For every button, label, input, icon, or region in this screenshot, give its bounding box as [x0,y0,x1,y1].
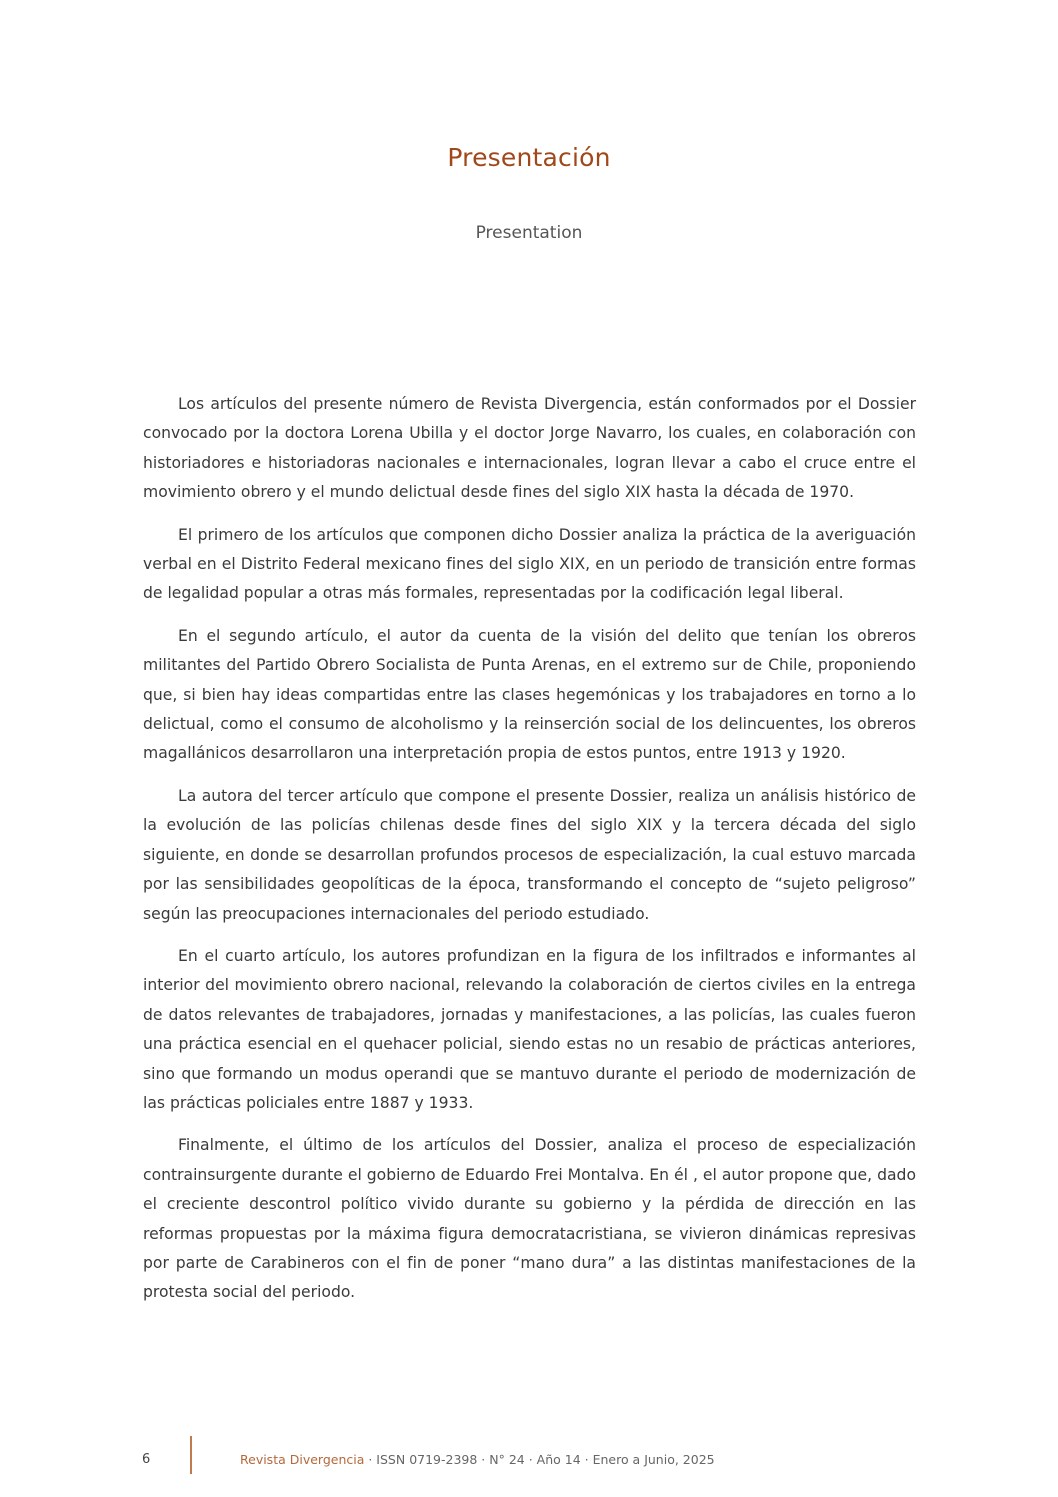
page-title: Presentación [447,143,611,172]
paragraph-1: Los artículos del presente número de Revista Divergencia, están conformados por el Dossier convocado por la doctora Lorena Ubilla y el doctor Jorge Navarro, los cuales, en colaboración con historiadores e historiadoras nacionales e internacionales, logran llevar a cabo el cruce entre el movimiento obrero y el mundo delictual desde fines del siglo XIX hasta la década de 1970. [143,395,916,502]
paragraph-5: En el cuarto artículo, los autores profundizan en la figura de los infiltrados e informantes al interior del movimiento obrero nacional, relevando la colaboración de ciertos civiles en la entrega de datos relevantes de trabajadores, jornadas y manifestaciones, a las policías, las cuales fueron una práctica esencial en el quehacer policial, siendo estas no un resabio de prácticas anteriores, sino que formando un modus operandi que se mantuvo durante el periodo de modernización de las prácticas policiales entre 1887 y 1933. [143,946,916,1112]
journal-name: Revista Divergencia [240,1452,365,1467]
page-subtitle: Presentation [475,223,583,243]
page-footer [0,1436,1058,1476]
paragraph-6: Finalmente, el último de los artículos del Dossier, analiza el proceso de especialización contrainsurgente durante el gobierno de Eduardo Frei Montalva. En él , el autor propone que, dado el creciente descontrol político vivido durante su gobierno y la pérdida de dirección en las reformas propuestas por la máxima figura democratacristiana, se vivieron dinámicas represivas por parte de Carabineros con el fin de poner “mano dura” a las distintas manifestaciones de la protesta social del periodo. [143,1136,916,1302]
paragraph-3: En el segundo artículo, el autor da cuenta de la visión del delito que tenían los obreros militantes del Partido Obrero Socialista de Punta Arenas, en el extremo sur de Chile, proponiendo que, si bien hay ideas compartidas entre las clases hegemónicas y los trabajadores en torno a lo delictual, como el consumo de alcoholismo y la reinserción social de los delincuentes, los obreros magallánicos desarrollaron una interpretación propia de estos puntos, entre 1913 y 1920. [143,626,916,763]
paragraph-2: El primero de los artículos que componen dicho Dossier analiza la práctica de la averiguación verbal en el Distrito Federal mexicano fines del siglo XIX, en un periodo de transición entre formas de legalidad popular a otras más formales, representadas por la codificación legal liberal. [143,525,916,603]
paragraph-4: La autora del tercer artículo que compone el presente Dossier, realiza un análisis histórico de la evolución de las policías chilenas desde fines del siglo XIX y la tercera década del siglo siguiente, en donde se desarrollan profundos procesos de especialización, la cual estuvo marcada por las sensibilidades geopolíticas de la época, transformando el concepto de “sujeto peligroso” según las preocupaciones internacionales del periodo estudiado. [143,786,916,923]
article-body [143,390,916,1321]
footer-citation [240,1452,715,1467]
page-number: 6 [142,1452,151,1467]
footer-divider [190,1436,192,1474]
journal-details: · ISSN 0719-2398 · N° 24 · Año 14 · Enero a Junio, 2025 [364,1452,715,1467]
